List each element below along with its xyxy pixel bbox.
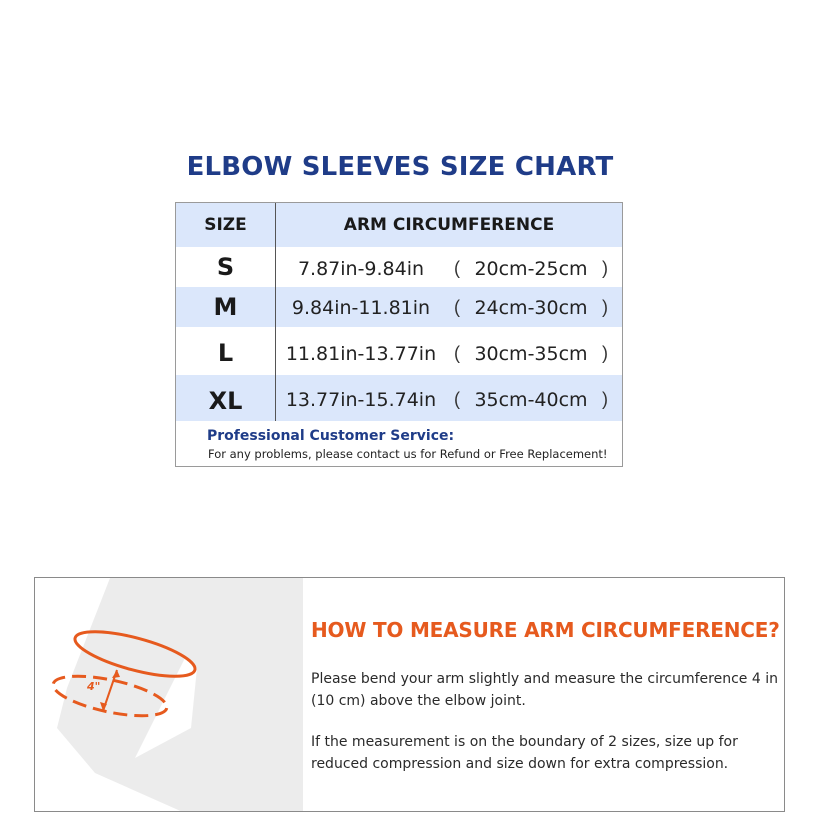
size-chart-title: ELBOW SLEEVES SIZE CHART: [186, 152, 614, 182]
header-size: SIZE: [204, 215, 247, 235]
bracket-close: ): [602, 258, 608, 278]
measure-paragraph-2: If the measurement is on the boundary of 2 sizes, size up for reduced compression and size down for extra compression.: [311, 734, 738, 772]
cm-range: 30cm-35cm: [474, 343, 588, 365]
table-row: [176, 247, 622, 287]
bracket-open: (: [454, 258, 460, 278]
bracket-close: ): [602, 389, 608, 409]
table-header-row: [176, 203, 622, 247]
service-text: For any problems, please contact us for Refund or Free Replacement!: [208, 447, 608, 461]
size-label: M: [213, 293, 238, 321]
cm-range: 24cm-30cm: [474, 297, 588, 319]
size-label: S: [216, 253, 235, 281]
header-arm-circumference: ARM CIRCUMFERENCE: [343, 215, 555, 235]
service-title: Professional Customer Service:: [207, 428, 455, 444]
cm-range: 20cm-25cm: [474, 258, 588, 280]
column-divider: [275, 203, 276, 421]
bracket-close: ): [602, 297, 608, 317]
table-row: [176, 327, 622, 375]
bracket-close: ): [602, 343, 608, 363]
table-row: [176, 287, 622, 327]
table-row: [176, 375, 622, 421]
arm-measure-label: 4": [87, 680, 101, 693]
inch-range: 13.77in-15.74in: [285, 389, 437, 411]
size-label: XL: [208, 387, 243, 415]
bracket-open: (: [454, 343, 460, 363]
bracket-open: (: [454, 297, 460, 317]
measure-instructions-panel: [34, 577, 785, 812]
cm-range: 35cm-40cm: [474, 389, 588, 411]
size-label: L: [217, 339, 234, 367]
size-chart-table: [175, 202, 623, 467]
inch-range: 9.84in-11.81in: [291, 297, 431, 319]
inch-range: 7.87in-9.84in: [297, 258, 425, 280]
arm-measure-illustration: [35, 578, 335, 812]
bracket-open: (: [454, 389, 460, 409]
inch-range: 11.81in-13.77in: [285, 343, 437, 365]
measure-paragraph-1: Please bend your arm slightly and measure the circumference 4 in (10 cm) above the elbow joint.: [311, 671, 778, 709]
measure-title: HOW TO MEASURE ARM CIRCUMFERENCE?: [311, 618, 780, 642]
